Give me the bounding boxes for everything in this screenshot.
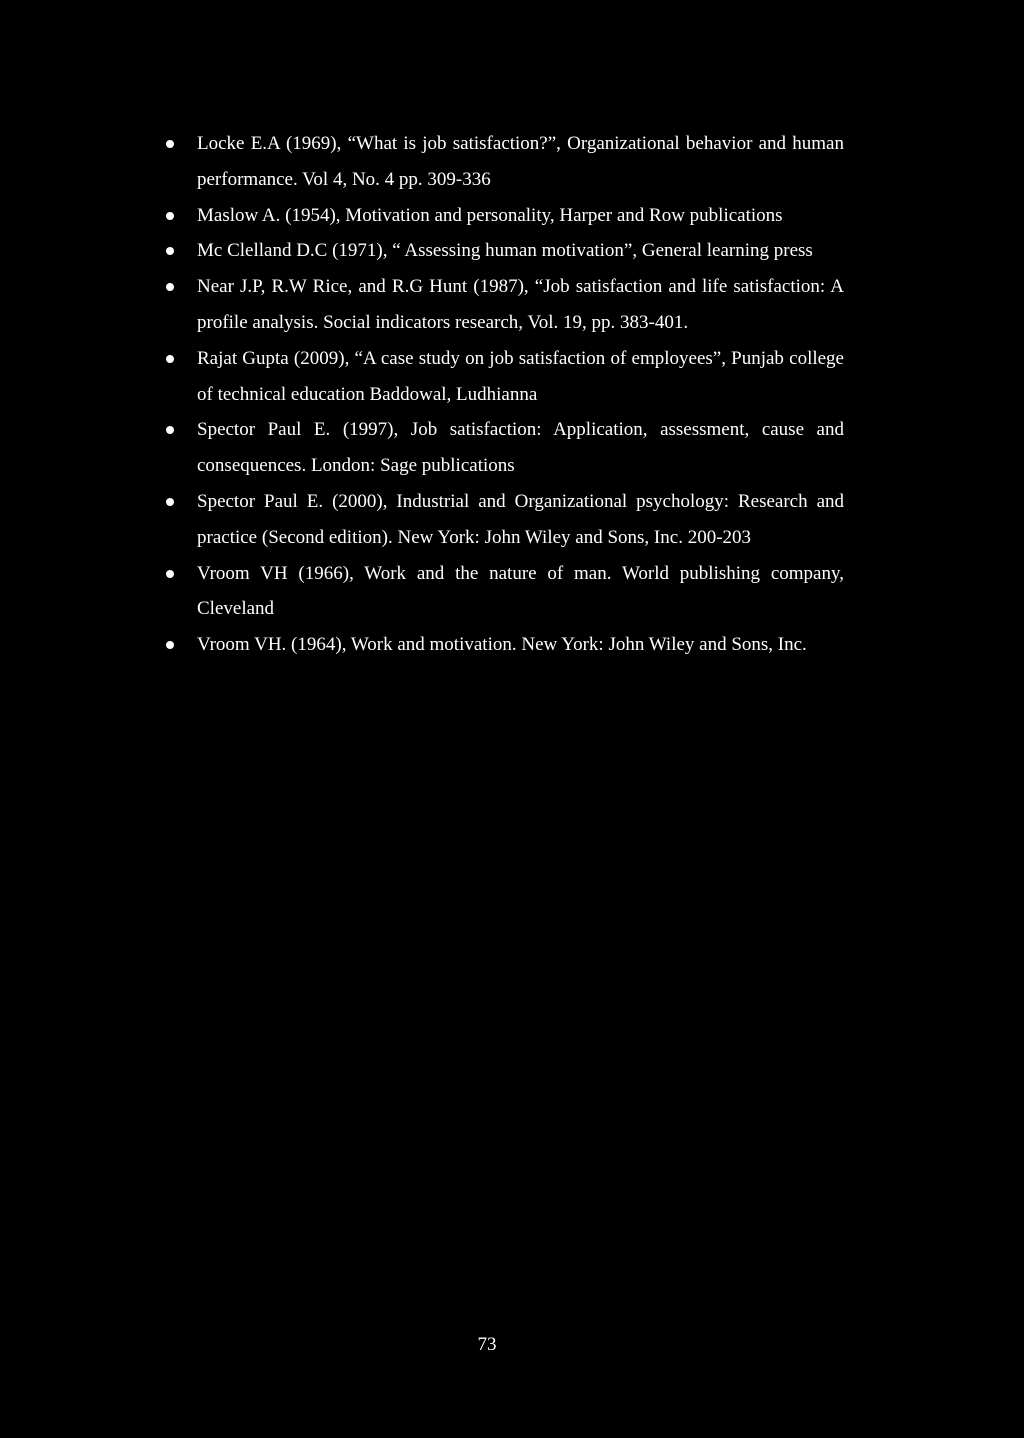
reference-text: Rajat Gupta (2009), “A case study on job satisfaction of employees”, Punjab college of technical education Baddowal, Ludhianna: [197, 347, 844, 405]
reference-text: Locke E.A (1969), “What is job satisfaction?”, Organizational behavior and human performance. Vol 4, No. 4 pp. 309-336: [197, 133, 844, 190]
bullet-dot-icon: [166, 212, 174, 220]
reference-text: Spector Paul E. (2000), Industrial and Organizational psychology: Research and practice (Second edition). New York: John Wiley and Sons, Inc. 200-203: [197, 490, 844, 548]
page-number: 73: [477, 1334, 497, 1355]
bullet-dot-icon: [166, 498, 174, 506]
reference-text: Spector Paul E. (1997), Job satisfaction: Application, assessment, cause and consequences. London: Sage publications: [197, 419, 844, 477]
bullet-dot-icon: [166, 283, 174, 291]
bullet-dot-icon: [166, 426, 174, 434]
reference-item: [166, 269, 844, 341]
bullet-dot-icon: [166, 355, 174, 363]
bullet-dot-icon: [166, 641, 174, 649]
reference-item: [166, 484, 844, 556]
reference-text: Mc Clelland D.C (1971), “ Assessing human motivation”, General learning press: [197, 240, 813, 262]
reference-item: [166, 126, 844, 198]
bullet-dot-icon: [166, 247, 174, 255]
bullet-dot-icon: [166, 570, 174, 578]
reference-text: Maslow A. (1954), Motivation and personality, Harper and Row publications: [197, 204, 783, 226]
reference-list: [166, 126, 844, 663]
reference-item: [166, 341, 844, 413]
reference-text: Vroom VH. (1964), Work and motivation. New York: John Wiley and Sons, Inc.: [197, 634, 807, 656]
reference-item: [166, 412, 844, 484]
reference-item: [166, 627, 844, 663]
reference-text: Vroom VH (1966), Work and the nature of man. World publishing company, Cleveland: [197, 562, 844, 620]
reference-item: [166, 198, 844, 234]
reference-item: [166, 556, 844, 628]
reference-text: Near J.P, R.W Rice, and R.G Hunt (1987), “Job satisfaction and life satisfaction: A profile analysis. Social indicators research, Vol. 19, pp. 383-401.: [197, 276, 844, 333]
bullet-dot-icon: [166, 140, 174, 148]
reference-item: [166, 233, 844, 269]
